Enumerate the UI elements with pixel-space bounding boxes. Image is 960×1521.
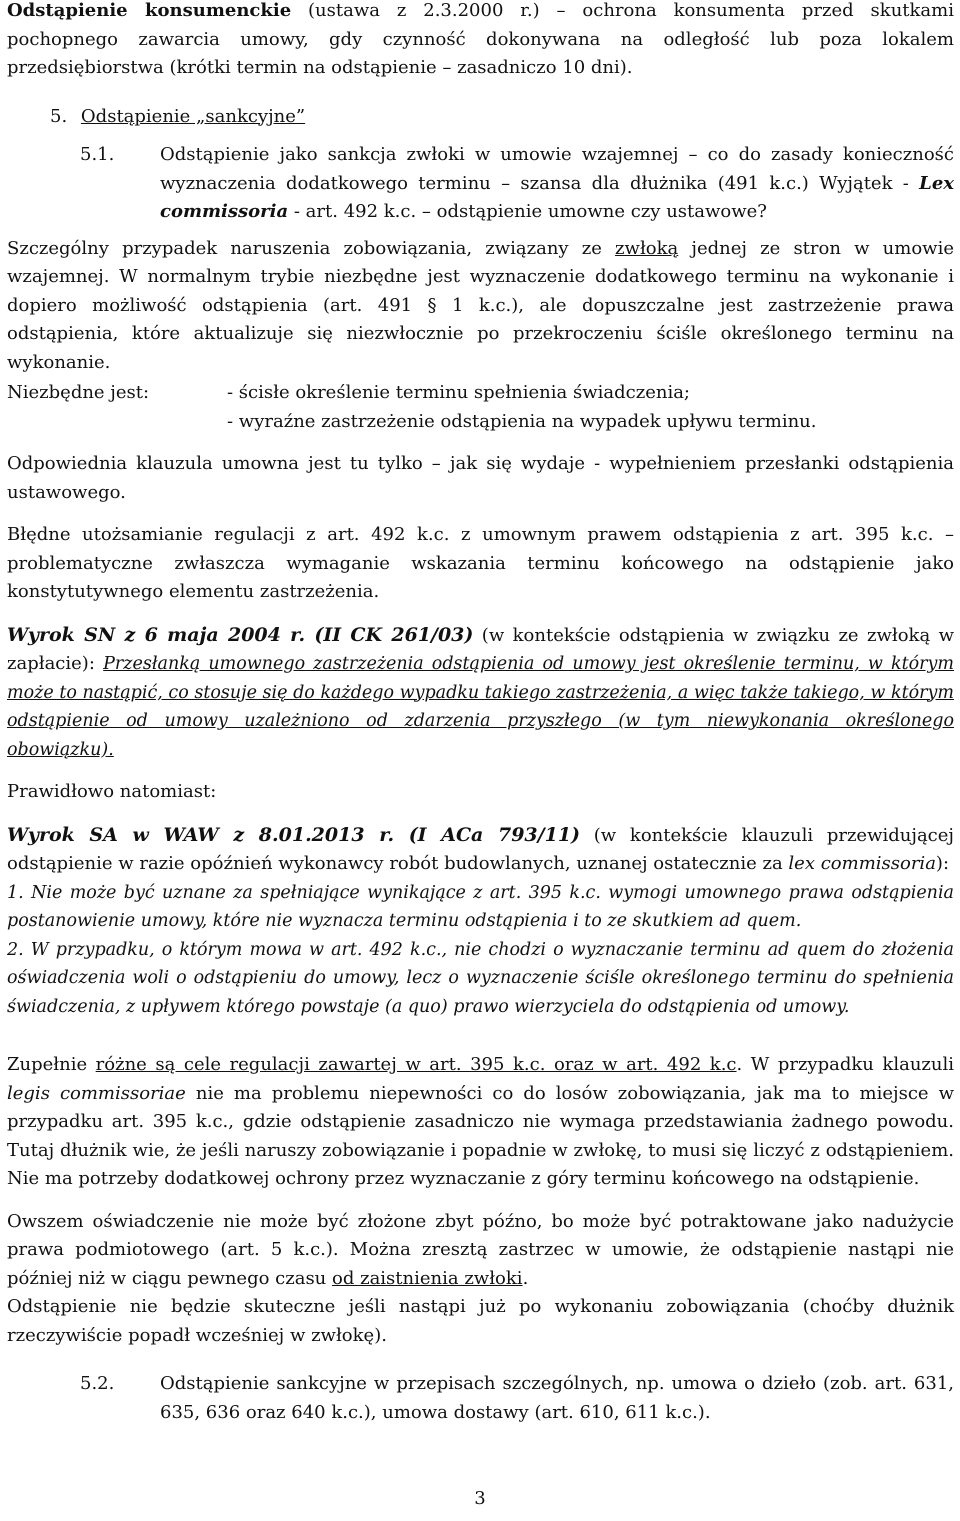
paragraph-consumer-withdrawal bbox=[7, 0, 954, 83]
section-number: 5. bbox=[50, 105, 68, 127]
paragraph-judgment-sa bbox=[7, 821, 954, 879]
paragraph-late-declaration bbox=[7, 1208, 954, 1294]
judgment-citation: Wyrok SN z 6 maja 2004 r. (II CK 261/03) bbox=[7, 623, 474, 646]
text-span: (w kontekście klauzuli przewidującej odstąpienie w razie opóźnień wykonawcy robót budowlanych, uznanej ostatecznie za bbox=[7, 824, 954, 874]
text-span: . W przypadku klauzuli bbox=[736, 1054, 954, 1075]
requirement-item: - wyraźne zastrzeżenie odstąpienia na wypadek upływu terminu. bbox=[227, 410, 817, 432]
text-span: . bbox=[522, 1267, 529, 1289]
text-span: nie ma problemu niepewności co do losów zobowiązania, jak ma to miejsce w przypadku art. 395 k.c., gdzie odstąpienie zasadniczo nie wymaga przedstawiania żadnego powodu. Tutaj dłużnik wie, że jeśli naruszy zobowiązanie i popadnie w zwłokę, to musi się liczyć z odstąpieniem. Nie ma potrzeby dodatkowej ochrony przez wyznaczanie z góry terminu końcowego na odstąpienie. bbox=[7, 1082, 955, 1189]
text-span: (w kontekście odstąpienia w związku ze zwłoką w zapłacie): bbox=[7, 624, 955, 674]
judgment-thesis-1: 1. Nie może być uznane za spełniające wynikające z art. 395 k.c. wymogi umownego prawa odstąpienia postanowienie umowy, które nie wyznacza terminu odstąpienia i to ze skutkiem ad quem. bbox=[7, 882, 954, 931]
paragraph-different-goals bbox=[7, 1051, 954, 1194]
paragraph-clause: Odpowiednia klauzula umowna jest tu tylko – jak się wydaje - wypełnieniem przesłanki odstąpienia ustawowego. bbox=[7, 453, 954, 503]
section-title: Odstąpienie „sankcyjne” bbox=[80, 105, 306, 127]
text-span: jednej ze stron w umowie wzajemnej. W normalnym trybie niezbędne jest wyznaczenie dodatkowego terminu na wykonanie i dopiero możliwość odstąpienia (art. 491 § 1 k.c.), ale dopuszczalne jest zastrzeżenie prawa odstąpienia, które aktualizuje się niezwłocznie po przekroczeniu ściśle określonego terminu na wykonanie. bbox=[7, 237, 954, 373]
paragraph-erroneous: Błędne utożsamianie regulacji z art. 492 k.c. z umownym prawem odstąpienia z art. 395 k.c. – problematyczne zwłaszcza wymaganie wskazania terminu końcowego na odstąpienie jako konstytutywnego elementu zastrzeżenia. bbox=[7, 524, 954, 602]
requirements-label: Niezbędne jest: bbox=[7, 382, 150, 403]
underlined-term: zwłoką bbox=[615, 237, 679, 259]
judgment-thesis-2: 2. W przypadku, o którym mowa w art. 492 k.c., nie chodzi o wyznaczanie terminu ad quem do złożenia oświadczenia woli o odstąpieniu do umowy, lecz o wyznaczenie ściśle określonego terminu do spełnienia świadczenia, z upływem którego powstaje (a quo) prawo wierzyciela do odstąpienia od umowy. bbox=[7, 939, 954, 1017]
page-number: 3 bbox=[474, 1488, 486, 1509]
subsection-5-2 bbox=[80, 1370, 954, 1427]
paragraph-correct: Prawidłowo natomiast: bbox=[7, 781, 217, 802]
requirements-block bbox=[7, 379, 954, 436]
subsection-number: 5.2. bbox=[80, 1373, 115, 1394]
bold-italic-term: Lex commissoria bbox=[160, 172, 954, 222]
subsection-text bbox=[160, 141, 954, 227]
italic-term: lex commissoria bbox=[788, 853, 936, 874]
subsection-5-1 bbox=[80, 141, 954, 227]
text-span: Owszem oświadczenie nie może być złożone zbyt późno, bo może być potraktowane jako nadużycie prawa podmiotowego (art. 5 k.c.). Można zresztą zastrzec w umowie, że odstąpienie nastąpi nie później niż w ciągu pewnego czasu bbox=[7, 1210, 954, 1289]
underlined-term: od zaistnienia zwłoki bbox=[332, 1267, 523, 1289]
italic-term: legis commissoriae bbox=[7, 1082, 186, 1104]
subsection-number: 5.1. bbox=[80, 144, 115, 165]
underlined-term: różne są cele regulacji zawartej w art. 395 k.c. oraz w art. 492 k.c bbox=[95, 1054, 737, 1075]
judgment-quote: Przesłanką umownego zastrzeżenia odstąpienia od umowy jest określenie terminu, w którym może to nastąpić, co stosuje się do każdego wypadku takiego zastrzeżenia, a więc także takiego, w którym odstąpienie od umowy uzależniono od zdarzenia przyszłego (w tym niewykonania określonego obowiązku). bbox=[7, 654, 954, 760]
judgment-citation: Wyrok SA w WAW z 8.01.2013 r. (I ACa 793/11) bbox=[7, 823, 581, 846]
paragraph-ineffective: Odstąpienie nie będzie skuteczne jeśli nastąpi już po wykonaniu zobowiązania (choćby dłużnik rzeczywiście popadł wcześniej w zwłokę). bbox=[7, 1296, 954, 1346]
text-span: Szczególny przypadek naruszenia zobowiązania, związany ze bbox=[7, 237, 616, 259]
paragraph-judgment-sn bbox=[7, 621, 954, 765]
paragraph-special-case bbox=[7, 235, 954, 378]
requirement-item: - ścisłe określenie terminu spełnienia świadczenia; bbox=[227, 382, 690, 403]
section-heading-5 bbox=[50, 103, 954, 132]
text-span: Odstąpienie jako sankcja zwłoki w umowie wzajemnej – co do zasady konieczność wyznaczenia dodatkowego terminu – szansa dla dłużnika (491 k.c.) Wyjątek - bbox=[160, 144, 954, 194]
paragraph-text: (ustawa z 2.3.2000 r.) – ochrona konsumenta przed skutkami pochopnego zawarcia umowy, gdy czynność dokonywana na odległość lub poza lokalem przedsiębiorstwa (krótki termin na odstąpienie – zasadniczo 10 dni). bbox=[7, 0, 954, 78]
bold-term: Odstąpienie konsumenckie bbox=[7, 0, 292, 21]
text-span: Zupełnie bbox=[7, 1054, 96, 1075]
requirements-list bbox=[227, 379, 954, 436]
text-span: - art. 492 k.c. – odstąpienie umowne czy ustawowe? bbox=[288, 201, 767, 222]
text-span: ): bbox=[935, 853, 950, 874]
subsection-text: Odstąpienie sankcyjne w przepisach szczególnych, np. umowa o dzieło (zob. art. 631, 635, 636 oraz 640 k.c.), umowa dostawy (art. 610, 611 k.c.). bbox=[160, 1373, 954, 1423]
